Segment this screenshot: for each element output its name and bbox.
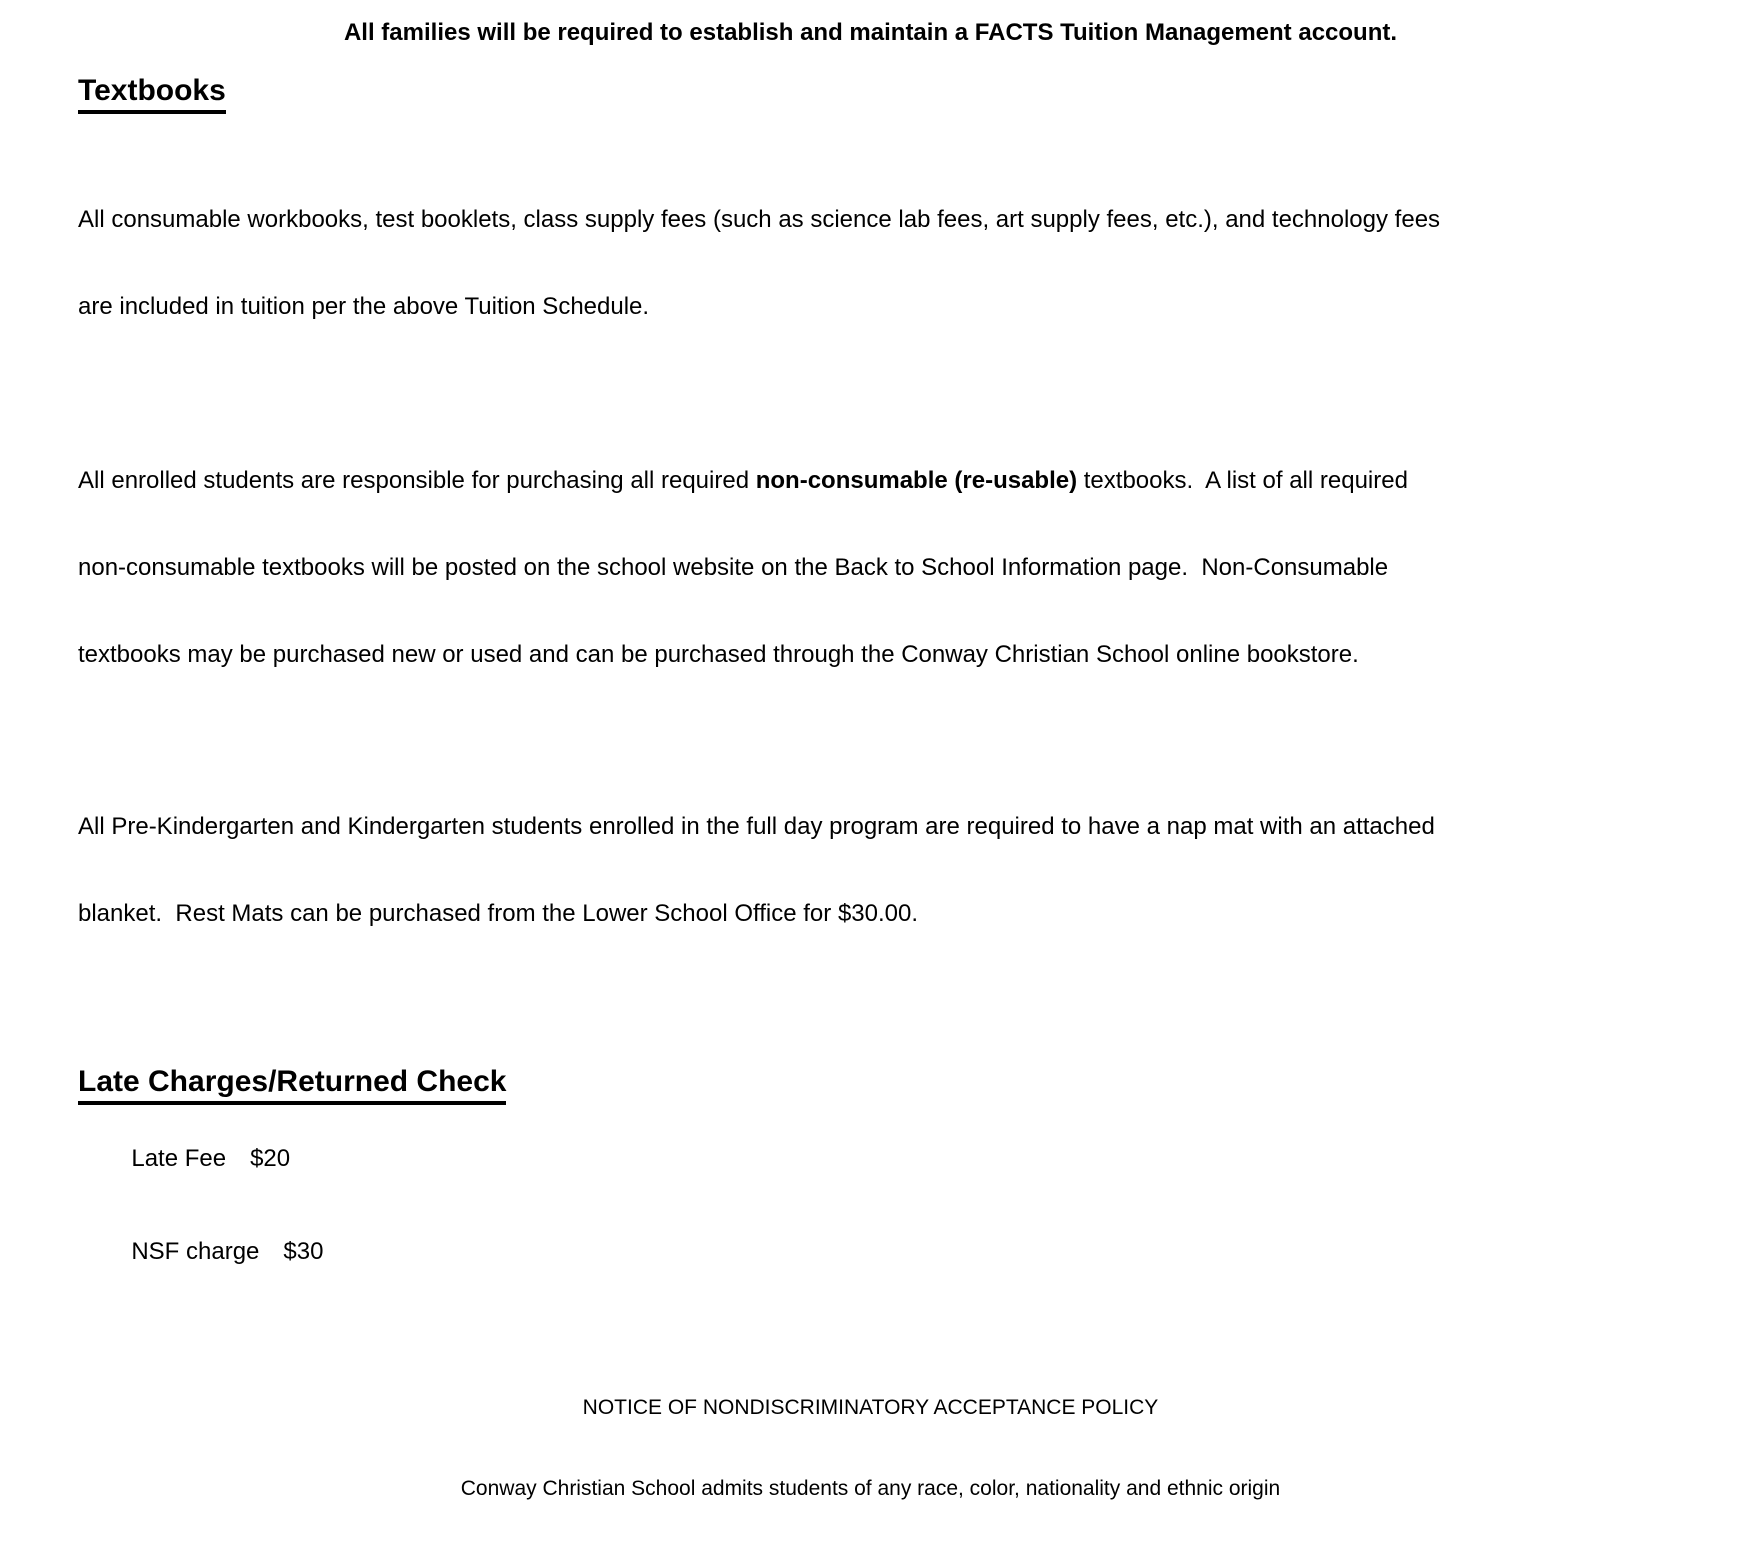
paragraph-line-bold-segment: non-consumable (re-usable) [755,467,1078,494]
textbooks-paragraph-napmats [78,754,1661,986]
paragraph-line: All consumable workbooks, test booklets, class supply fees (such as science lab fees, art supply fees, etc.), and technology fees [78,206,1441,233]
nondiscrimination-footer [0,1340,1741,1556]
textbooks-paragraph-nonconsumables [78,408,1661,727]
paragraph-line: All Pre-Kindergarten and Kindergarten students enrolled in the full day program are required to have a nap mat with an attached [78,813,1435,840]
paragraph-line-segment: All enrolled students are responsible for purchasing all required [78,467,756,494]
paragraph-line: non-consumable textbooks will be posted on the school website on the Back to School Information page. Non-Consumable [78,554,1389,581]
fee-label: NSF charge [131,1238,260,1265]
textbooks-heading [78,75,1661,114]
paragraph-line: blanket. Rest Mats can be purchased from the Lower School Office for $30.00. [78,900,919,927]
late-charges-heading [78,1066,1661,1105]
textbooks-heading-text: Textbooks [78,75,226,114]
fee-amount: $20 [250,1145,291,1172]
paragraph-line: are included in tuition per the above Tuition Schedule. [78,293,650,320]
fee-list [78,1112,1661,1298]
fee-label: Late Fee [131,1145,227,1172]
late-charges-heading-text: Late Charges/Returned Check [78,1066,506,1105]
fee-row-late-fee [78,1112,1661,1205]
textbooks-paragraph-consumables [78,147,1661,379]
document-body [0,75,1741,1298]
footer-policy-title: NOTICE OF NONDISCRIMINATORY ACCEPTANCE POLICY [582,1396,1159,1419]
fee-amount: $30 [283,1238,324,1265]
paragraph-line: textbooks may be purchased new or used and can be purchased through the Conway Christian School online bookstore. [78,641,1359,668]
fee-row-nsf-charge [78,1205,1661,1298]
footer-policy-statement: Conway Christian School admits students of any race, color, nationality and ethnic origin [460,1477,1281,1500]
facts-account-notice: All families will be required to establish and maintain a FACTS Tuition Management account. [343,19,1398,46]
paragraph-line [78,466,1661,495]
paragraph-line-segment: textbooks. A list of all required [1077,467,1408,494]
